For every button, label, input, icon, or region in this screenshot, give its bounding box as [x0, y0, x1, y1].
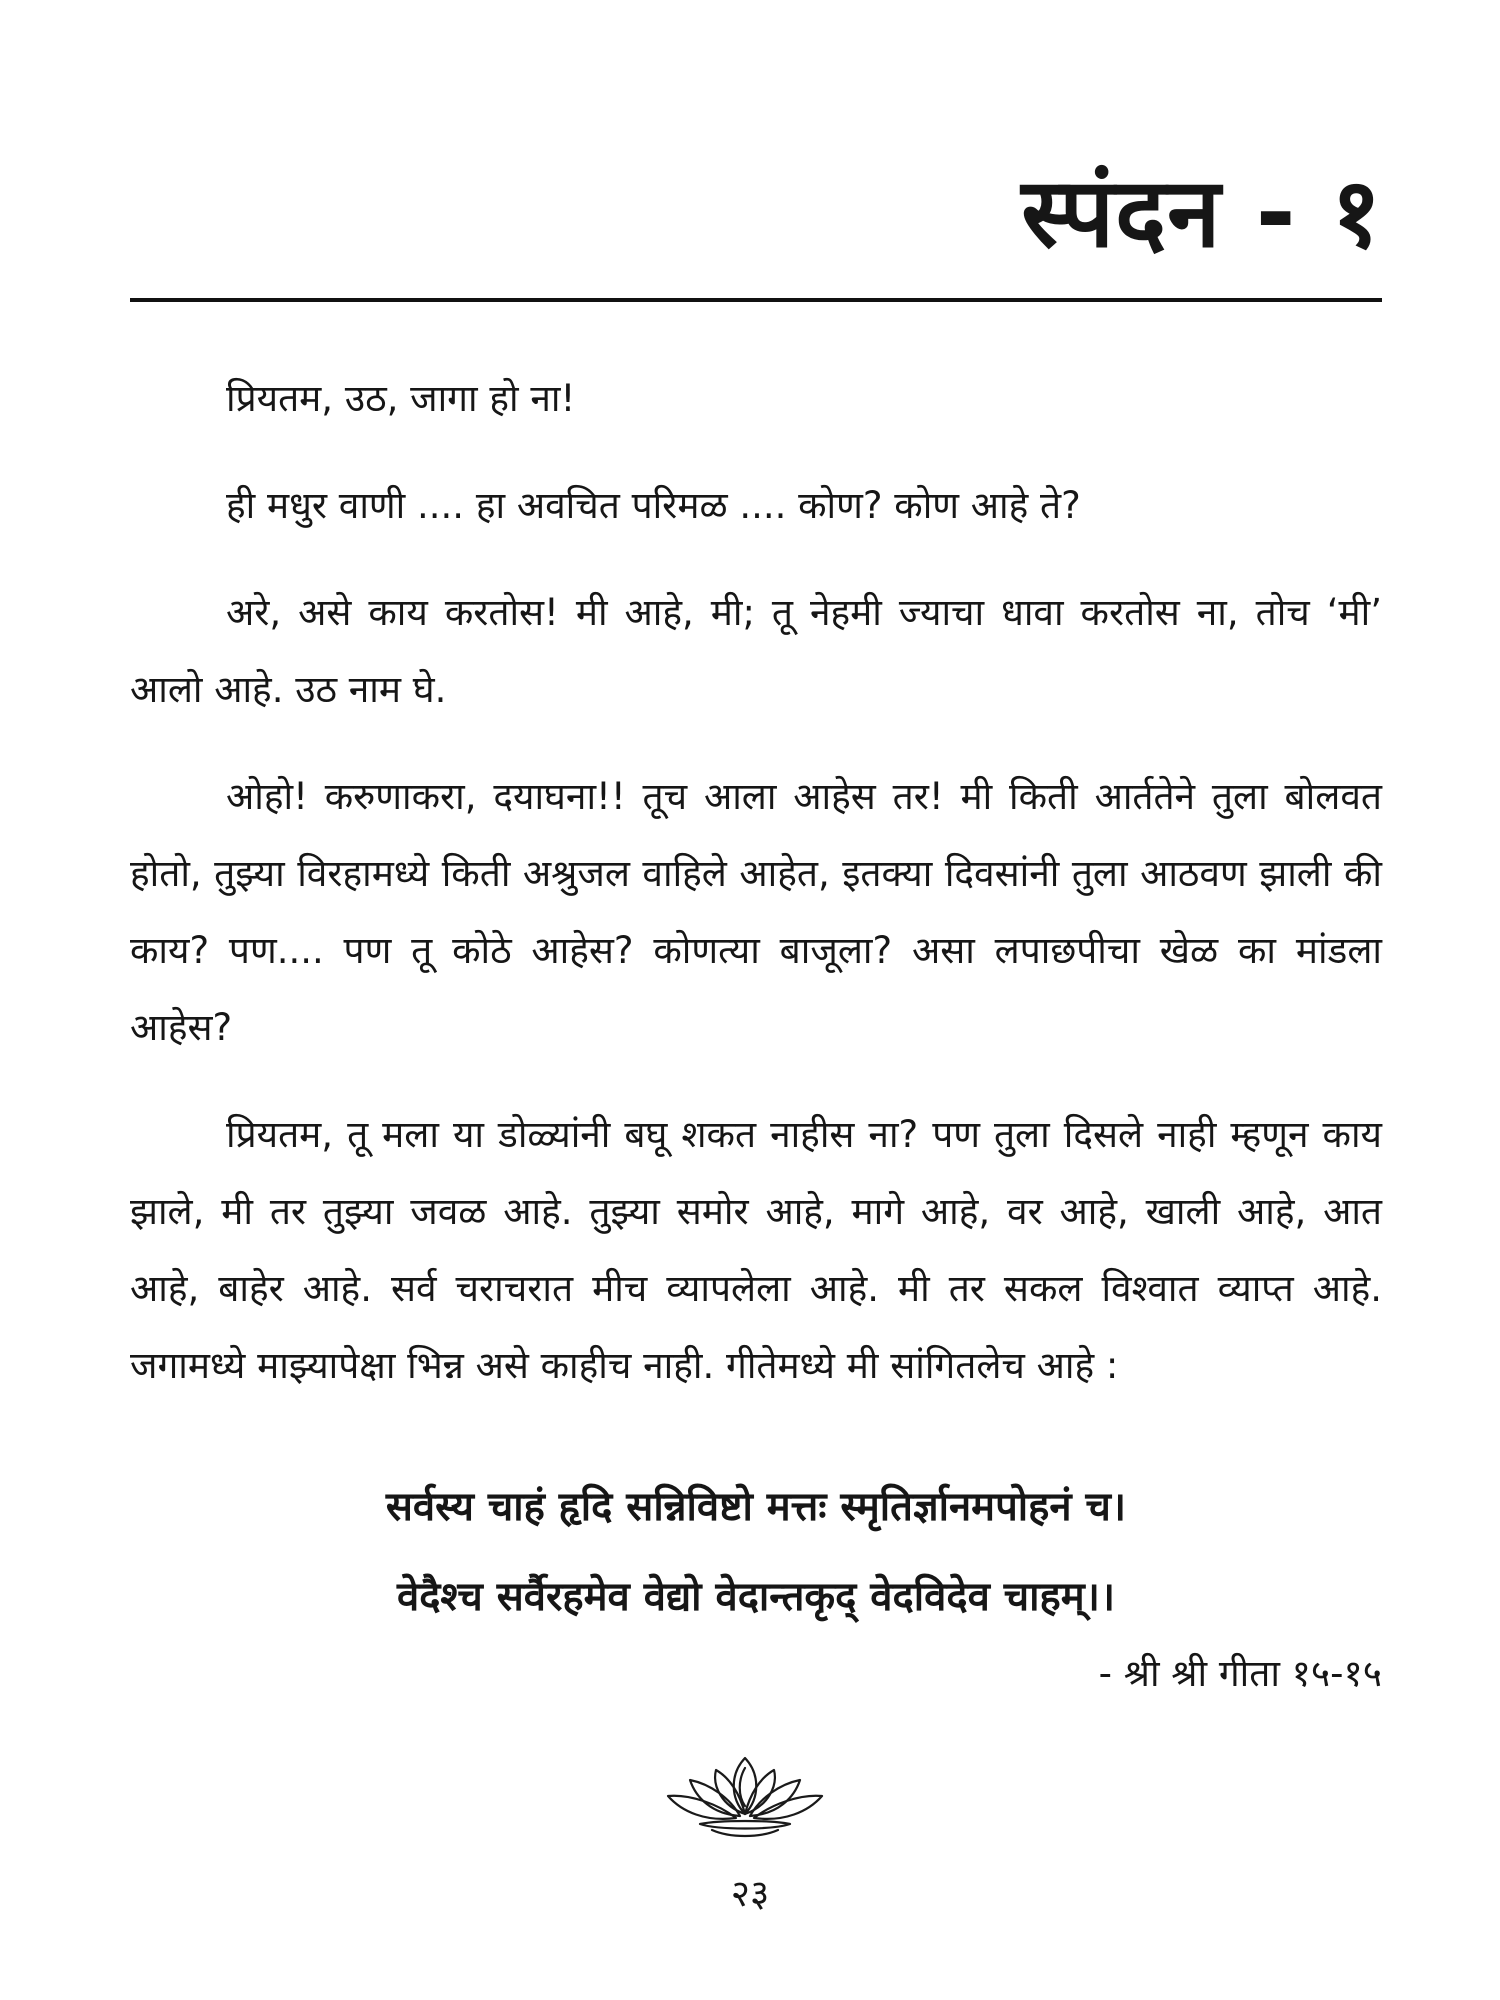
lotus-icon-graphic — [660, 1750, 830, 1840]
paragraph-2: ही मधुर वाणी .... हा अवचित परिमळ .... कोण? कोण आहे ते? — [226, 484, 1081, 527]
verse-citation: - श्री श्री गीता १५-१५ — [1098, 1652, 1382, 1695]
chapter-title: स्पंदन - १ — [1021, 157, 1382, 269]
page-number: २३ — [730, 1872, 770, 1915]
verse-line-2: वेदैश्च सर्वैरहमेव वेद्यो वेदान्तकृद् वेदविदेव चाहम्।। — [396, 1574, 1116, 1620]
paragraph-4: ओहो! करुणाकरा, दयाघना!! तूच आला आहेस तर! मी किती आर्ततेने तुला बोलवत होतो, तुझ्या विरहामध्ये किती अश्रुजल वाहिले आहेत, इतक्या दिवसांनी तुला आठवण झाली की काय? पण.... पण तू कोठे आहेस? कोणत्या बाजूला? असा लपाछपीचा खेळ का मांडला आहेस? — [130, 775, 1382, 1049]
verse-line-1: सर्वस्य चाहं हृदि सन्निविष्टो मत्तः स्मृतिर्ज्ञानमपोहनं च। — [385, 1484, 1127, 1530]
paragraph-1: प्रियतम, उठ, जागा हो ना! — [226, 377, 576, 420]
lotus-icon — [660, 1750, 830, 1840]
paragraph-3: अरे, असे काय करतोस! मी आहे, मी; तू नेहमी ज्याचा धावा करतोस ना, तोच ‘मी’ आलो आहे. उठ नाम घे. — [130, 591, 1382, 711]
paragraph-5: प्रियतम, तू मला या डोळ्यांनी बघू शकत नाहीस ना? पण तुला दिसले नाही म्हणून काय झाले, मी तर तुझ्या जवळ आहे. तुझ्या समोर आहे, मागे आहे, वर आहे, खाली आहे, आत आहे, बाहेर आहे. सर्व चराचरात मीच व्यापलेला आहे. मी तर सकल विश्वात व्याप्त आहे. जगामध्ये माझ्यापेक्षा भिन्न असे काहीच नाही. गीतेमध्ये मी सांगितलेच आहे : — [130, 1113, 1382, 1387]
sanskrit-verse — [130, 1462, 1382, 1642]
body-text — [130, 360, 1382, 1434]
title-divider — [130, 298, 1382, 302]
